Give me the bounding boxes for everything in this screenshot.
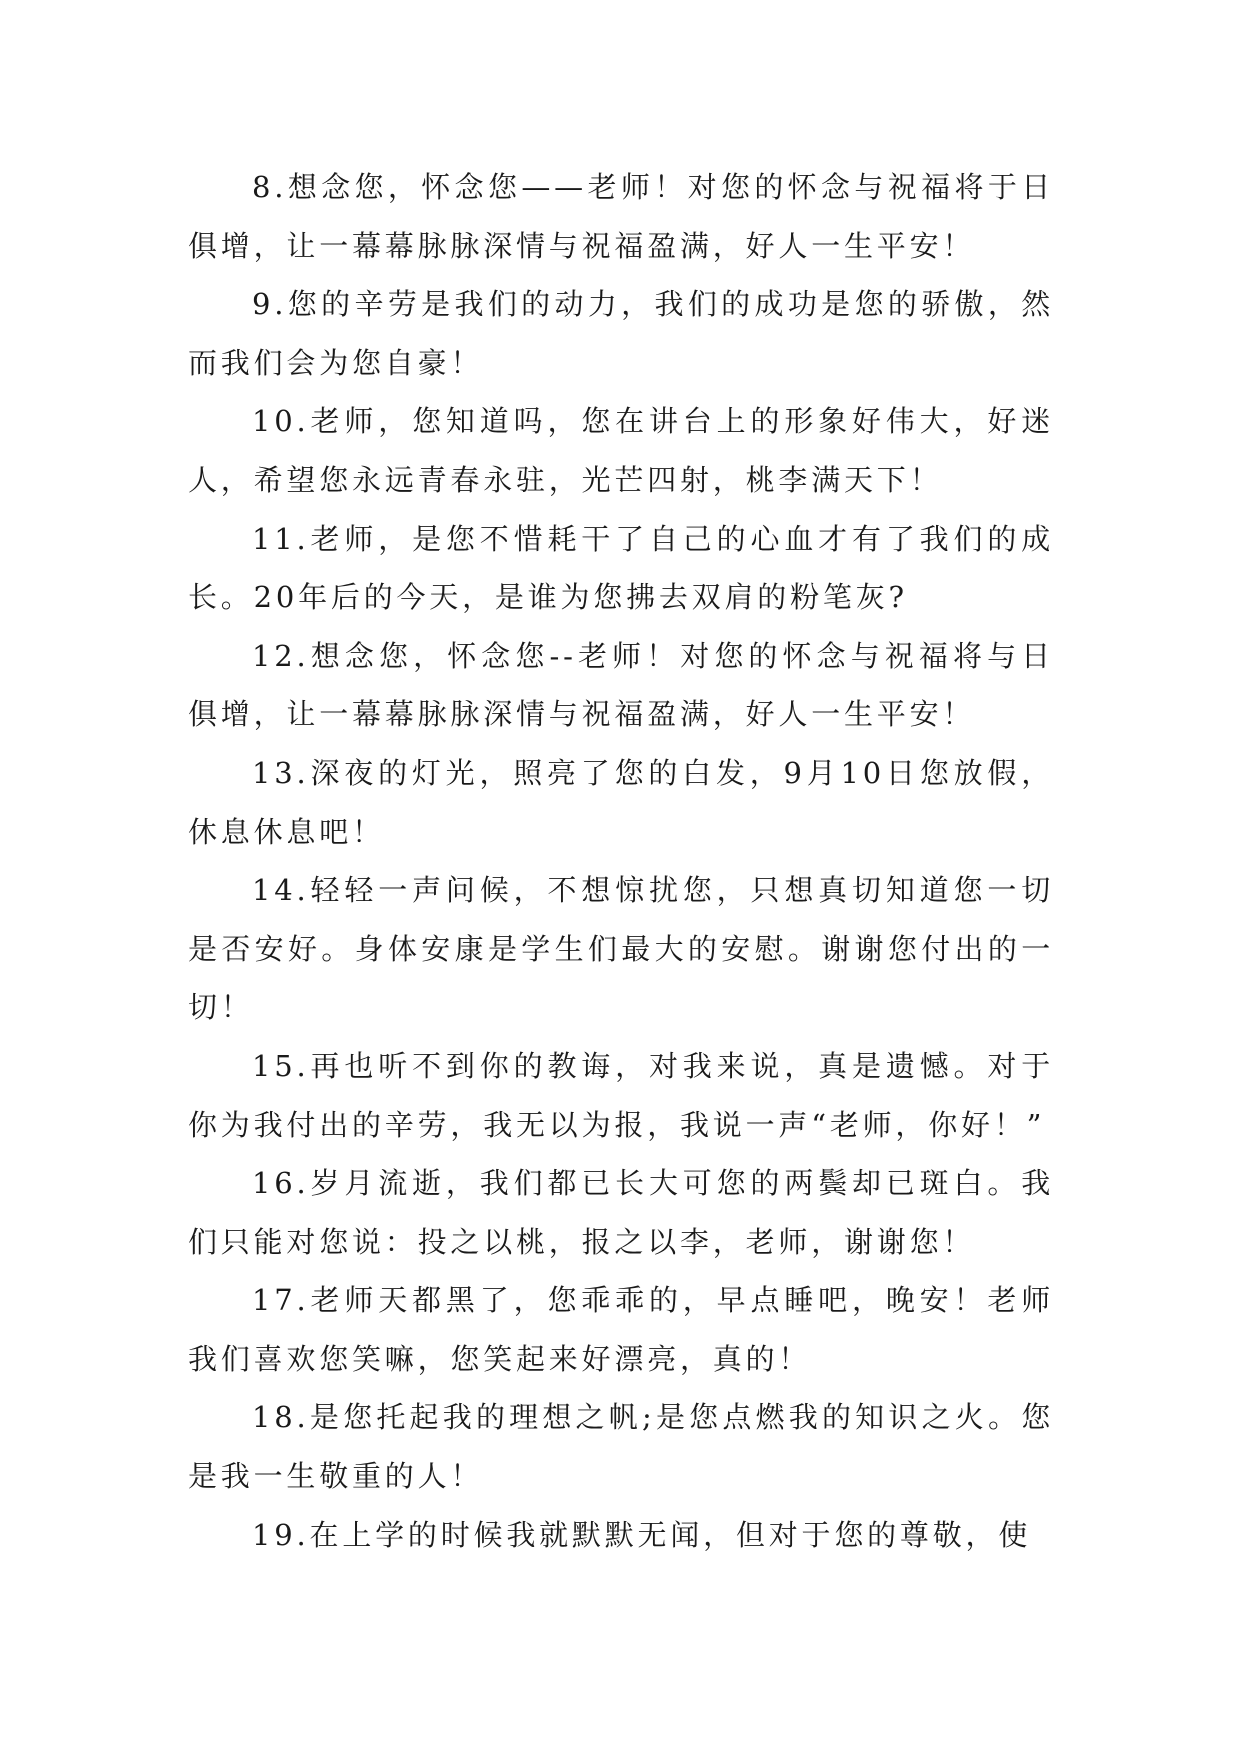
paragraph-16: 16.岁月流逝，我们都已长大可您的两鬓却已斑白。我们只能对您说：投之以桃，报之以李，老师，谢谢您！	[188, 1166, 1054, 1259]
paragraph-18: 18.是您托起我的理想之帆;是您点燃我的知识之火。您是我一生敬重的人！	[188, 1400, 1054, 1494]
document-body	[188, 158, 1054, 1564]
paragraph-14: 14.轻轻一声问候，不想惊扰您，只想真切知道您一切是否安好。身体安康是学生们最大的安慰。谢谢您付出的一切！	[188, 873, 1054, 1025]
paragraph-13: 13.深夜的灯光，照亮了您的白发，9月10日您放假，休息休息吧！	[188, 755, 1054, 849]
paragraph-17: 17.老师天都黑了，您乖乖的，早点睡吧，晚安！老师我们喜欢您笑嘛，您笑起来好漂亮，真的！	[188, 1283, 1054, 1376]
paragraph-9: 9.您的辛劳是我们的动力，我们的成功是您的骄傲，然而我们会为您自豪！	[188, 287, 1054, 380]
paragraph-19: 19.在上学的时候我就默默无闻，但对于您的尊敬，使	[252, 1517, 1032, 1552]
paragraph-8: 8.想念您，怀念您——老师！对您的怀念与祝福将于日俱增，让一幕幕脉脉深情与祝福盈满，好人一生平安！	[188, 170, 1054, 263]
paragraph-10: 10.老师，您知道吗，您在讲台上的形象好伟大，好迷人，希望您永远青春永驻，光芒四射，桃李满天下！	[188, 404, 1054, 497]
paragraph-12: 12.想念您，怀念您--老师！对您的怀念与祝福将与日俱增，让一幕幕脉脉深情与祝福盈满，好人一生平安！	[188, 638, 1054, 732]
paragraph-11: 11.老师，是您不惜耗干了自己的心血才有了我们的成长。20年后的今天，是谁为您拂去双肩的粉笔灰?	[188, 521, 1054, 615]
paragraph-15: 15.再也听不到你的教诲，对我来说，真是遗憾。对于你为我付出的辛劳，我无以为报，我说一声“老师，你好！”	[188, 1048, 1054, 1142]
